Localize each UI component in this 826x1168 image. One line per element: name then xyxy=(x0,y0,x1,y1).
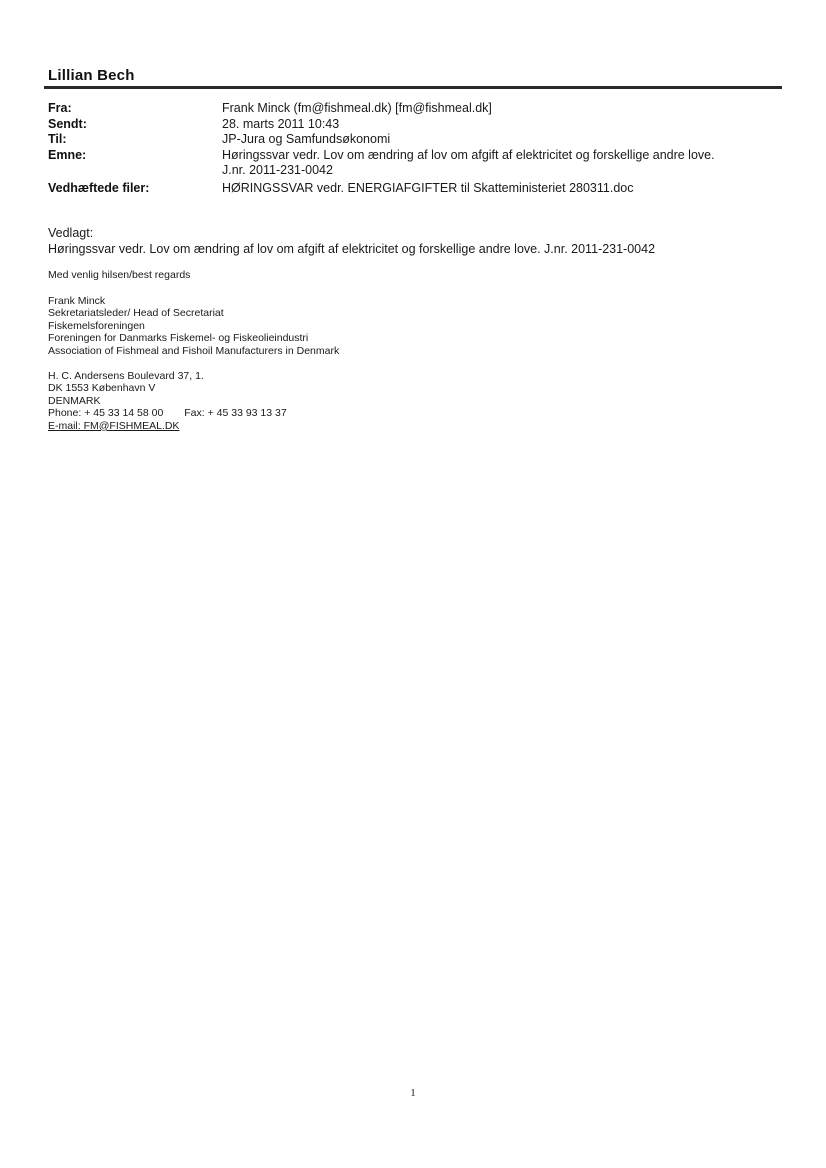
field-attachments xyxy=(48,179,788,197)
attachment-filename[interactable]: HØRINGSSVAR vedr. ENERGIAFGIFTER til Skatteministeriet 280311.doc xyxy=(222,180,634,195)
signature-name: Frank Minck xyxy=(48,295,106,307)
signature xyxy=(48,295,808,357)
address-street: H. C. Andersens Boulevard 37, 1. xyxy=(48,370,204,383)
field-from-label: Fra: xyxy=(48,101,72,115)
field-sent xyxy=(48,117,788,133)
sender-name: Lillian Bech xyxy=(48,67,135,84)
field-subject-label: Emne: xyxy=(48,147,87,162)
field-to xyxy=(48,132,788,148)
address-city: DK 1553 København V xyxy=(48,382,156,395)
fax-label: Fax: xyxy=(184,407,205,420)
field-from-value: Frank Minck (fm@fishmeal.dk) [fm@fishmeal.dk] xyxy=(222,101,492,115)
field-subject-value xyxy=(222,148,788,179)
page-number: 1 xyxy=(410,1087,416,1099)
header-rule xyxy=(44,86,782,89)
field-subject-line-2: J.nr. 2011-231-0042 xyxy=(222,163,333,177)
signature-title: Sekretariatsleder/ Head of Secretariat xyxy=(48,307,224,320)
field-sent-value: 28. marts 2011 10:43 xyxy=(222,116,340,131)
signature-org-full-da: Foreningen for Danmarks Fiskemel- og Fiskeolieindustri xyxy=(48,332,309,345)
email-header-fields xyxy=(48,101,788,196)
intro-label: Vedlagt: xyxy=(48,226,94,240)
signature-org: Fiskemelsforeningen xyxy=(48,319,145,332)
regards: Med venlig hilsen/best regards xyxy=(48,269,191,281)
field-sent-label: Sendt: xyxy=(48,116,87,131)
contact-phone-fax xyxy=(48,407,808,419)
email-link[interactable]: E-mail: FM@FISHMEAL.DK xyxy=(48,419,180,432)
field-subject-line-1: Høringssvar vedr. Lov om ændring af lov om afgift af elektricitet og forskellige andre love. xyxy=(222,147,715,162)
field-to-value: JP-Jura og Samfundsøkonomi xyxy=(222,132,391,146)
intro-text: Høringssvar vedr. Lov om ændring af lov om afgift af elektricitet og forskellige andre love. J.nr. 2011-231-0042 xyxy=(48,241,656,256)
phone-number: + 45 33 14 58 00 xyxy=(84,407,164,420)
signature-org-full-en: Association of Fishmeal and Fishoil Manufacturers in Denmark xyxy=(48,344,340,357)
email-body xyxy=(48,226,808,432)
field-from xyxy=(48,101,788,117)
field-attachments-label: Vedhæftede filer: xyxy=(48,180,150,195)
address xyxy=(48,370,808,432)
field-subject xyxy=(48,148,788,179)
intro xyxy=(48,226,808,257)
fax-number: + 45 33 93 13 37 xyxy=(207,407,287,420)
field-to-label: Til: xyxy=(48,132,67,146)
address-country: DENMARK xyxy=(48,394,101,407)
phone-label: Phone: xyxy=(48,407,82,420)
